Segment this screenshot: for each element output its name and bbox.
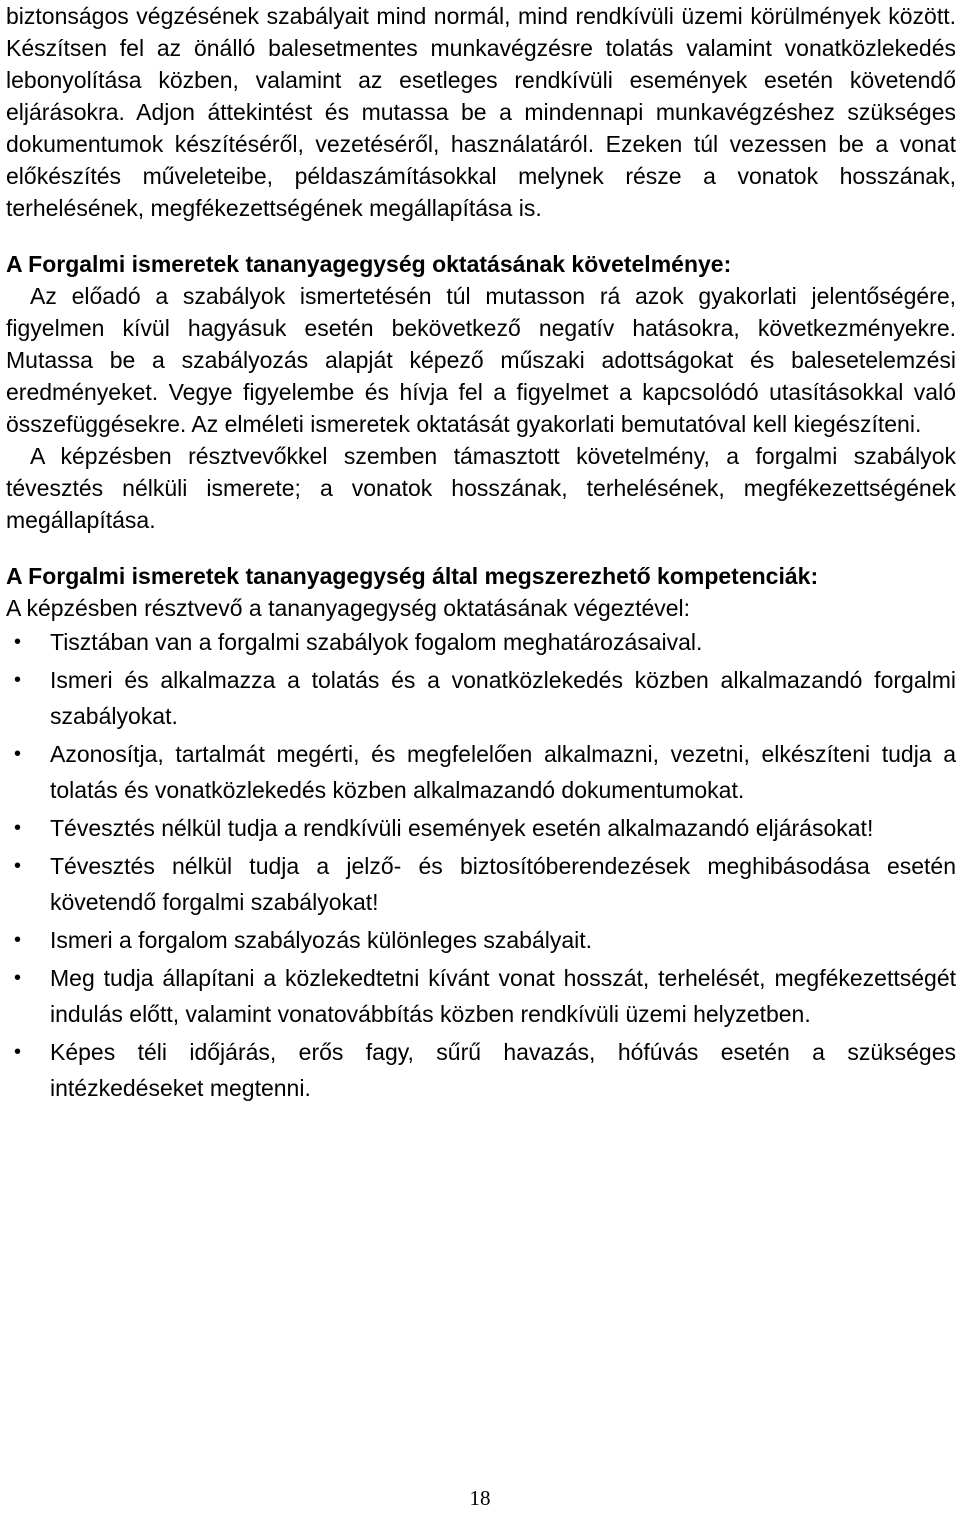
competencies-heading: A Forgalmi ismeretek tananyagegység által megszerezhető kompetenciák:: [6, 563, 819, 589]
list-item: [6, 736, 956, 808]
list-item: [6, 810, 956, 846]
bullet-icon: •: [14, 855, 22, 877]
bullet-icon: •: [14, 929, 22, 951]
list-item: [6, 960, 956, 1032]
requirements-heading: A Forgalmi ismeretek tananyagegység oktatásának követelménye:: [6, 251, 732, 277]
list-item-text: Meg tudja állapítani a közlekedtetni kívánt vonat hosszát, terhelését, megfékezettségét indulás előtt, valamint vonatovábbítás közben rendkívüli üzemi helyzetben.: [50, 965, 956, 1027]
intro-continuation-paragraph: biztonságos végzésének szabályait mind normál, mind rendkívüli üzemi körülmények között. Készítsen fel az önálló balesetmentes munkavégzésre tolatás valamint vonatközlekedés lebonyolítása közben, valamint az esetleges rendkívüli események esetén követendő eljárásokra. Adjon áttekintést és mutassa be a mindennapi munkavégzéshez szükséges dokumentumok készítéséről, vezetéséről, használatáról. Ezeken túl vezessen be a vonat előkészítés műveleteibe, példaszámításokkal melynek része a vonatok hosszának, terhelésének, megfékezettségének megállapítása is.: [6, 3, 956, 221]
bullet-icon: •: [14, 1041, 22, 1063]
competencies-list: [6, 624, 956, 1106]
list-item: [6, 922, 956, 958]
bullet-icon: •: [14, 967, 22, 989]
list-item: [6, 1034, 956, 1106]
list-item: [6, 848, 956, 920]
list-item-text: Tévesztés nélkül tudja a rendkívüli események esetén alkalmazandó eljárásokat!: [50, 815, 874, 841]
list-item-text: Tévesztés nélkül tudja a jelző- és biztosítóberendezések meghibásodása esetén követendő forgalmi szabályokat!: [50, 853, 956, 915]
document-page: [6, 0, 956, 1106]
page-number: 18: [469, 1486, 491, 1510]
bullet-icon: •: [14, 743, 22, 765]
bullet-icon: •: [14, 631, 22, 653]
list-item: [6, 624, 956, 660]
list-item: [6, 662, 956, 734]
competencies-intro: A képzésben résztvevő a tananyagegység oktatásának végeztével:: [6, 595, 691, 621]
list-item-text: Azonosítja, tartalmát megérti, és megfelelően alkalmazni, vezetni, elkészíteni tudja a tolatás és vonatközlekedés közben alkalmazandó dokumentumokat.: [50, 741, 956, 803]
requirements-paragraph-2: A képzésben résztvevőkkel szemben támasztott követelmény, a forgalmi szabályok tévesztés nélküli ismerete; a vonatok hosszának, terhelésének, megfékezettségének megállapítása.: [6, 443, 956, 533]
list-item-text: Tisztában van a forgalmi szabályok fogalom meghatározásaival.: [50, 629, 703, 655]
requirements-paragraph-1: Az előadó a szabályok ismertetésén túl mutasson rá azok gyakorlati jelentőségére, figyelmen kívül hagyásuk esetén bekövetkező negatív hatásokra, következményekre. Mutassa be a szabályozás alapját képező műszaki adottságokat és balesetelemzési eredményeket. Vegye figyelembe és hívja fel a figyelmet a kapcsolódó utasításokkal való összefüggésekre. Az elméleti ismeretek oktatását gyakorlati bemutatóval kell kiegészíteni.: [6, 283, 956, 437]
bullet-icon: •: [14, 669, 22, 691]
list-item-text: Képes téli időjárás, erős fagy, sűrű havazás, hófúvás esetén a szükséges intézkedéseket megtenni.: [50, 1039, 956, 1101]
list-item-text: Ismeri és alkalmazza a tolatás és a vonatközlekedés közben alkalmazandó forgalmi szabályokat.: [50, 667, 956, 729]
bullet-icon: •: [14, 817, 22, 839]
list-item-text: Ismeri a forgalom szabályozás különleges szabályait.: [50, 927, 593, 953]
